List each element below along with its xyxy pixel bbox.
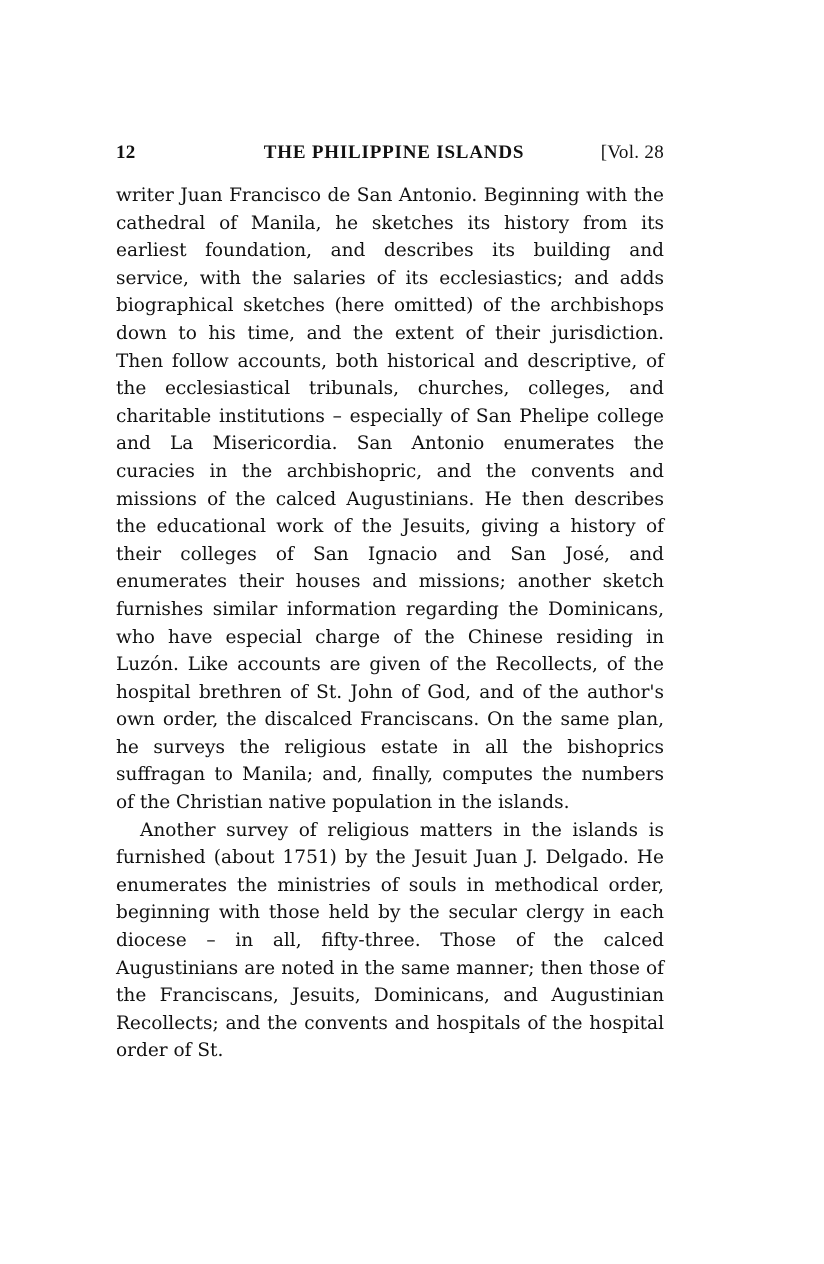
paragraph-2: Another survey of religious matters in the islands is furnished (about 1751) by the Jesuit Juan J. Delgado. He enumerates the ministries of souls in methodical order, beginning with those held by the secular clergy in each diocese – in all, fifty-three. Those of the calced Augustinians are noted in the same manner; then those of the Franciscans, Jesuits, Dominicans, and Augustinian Recollects; and the convents and hospitals of the hospital order of St. [116,819,664,1062]
volume-label: [Vol. 28 [600,142,664,163]
running-title: THE PHILIPPINE ISLANDS [263,142,525,163]
paragraph-1: writer Juan Francisco de San Antonio. Beginning with the cathedral of Manila, he sketches its history from its earliest foundation, and describes its building and service, with the salaries of its ecclesiastics; and adds biographical sketches (here omitted) of the archbishops down to his time, and the extent of their jurisdiction. Then follow accounts, both historical and descriptive, of the ecclesiastical tribunals, churches, colleges, and charitable institutions – especially of San Phelipe college and La Misericordia. San Antonio enumerates the curacies in the archbishopric, and the convents and missions of the calced Augustinians. He then describes the educational work of the Jesuits, giving a history of their colleges of San Ignacio and San José, and enumerates their houses and missions; another sketch furnishes similar information regarding the Dominicans, who have especial charge of the Chinese residing in Luzón. Like accounts are given of the Recollects, of the hospital brethren of St. John of God, and of the author's own order, the discalced Franciscans. On the same plan, he surveys the religious estate in all the bishoprics suffragan to Manila; and, finally, computes the numbers of the Christian native population in the islands. [116,185,664,814]
running-header [116,140,664,166]
body-text [116,182,664,1065]
page-number: 12 [116,142,136,163]
